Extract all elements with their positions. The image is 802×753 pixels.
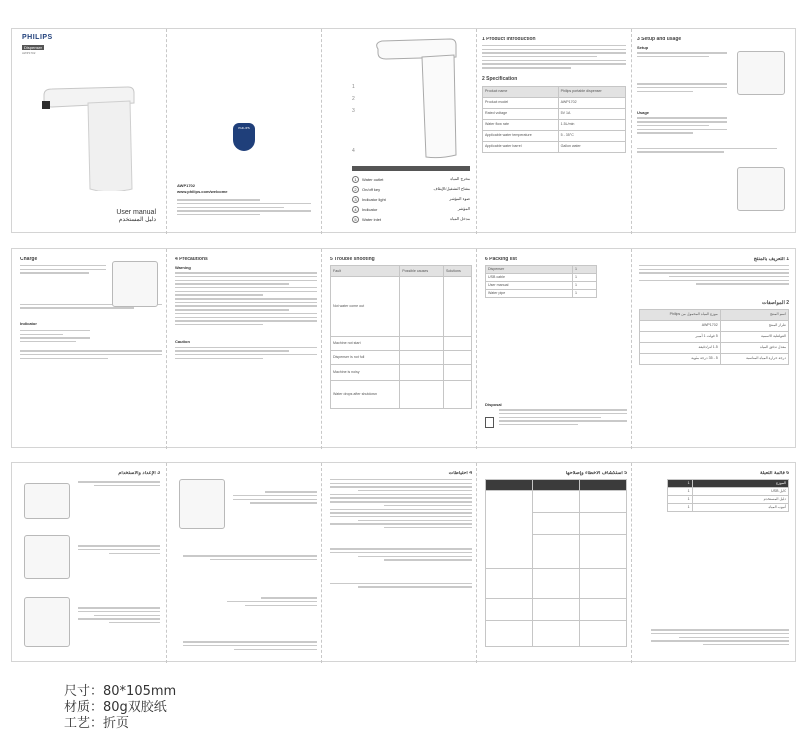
section-heading-ar: 1 التعريف بالمنتج [753, 257, 789, 262]
charge-illustration [112, 261, 158, 307]
packing-item: USB cable [486, 274, 573, 282]
packing-table [485, 265, 597, 298]
spec-cell: AWP1702 [558, 97, 625, 108]
product-line: Dispenser [24, 45, 43, 50]
spec-cell-ar: AWP1702 [640, 320, 721, 331]
manual-sheet-middle [11, 248, 796, 448]
cover-panel [12, 29, 166, 234]
legend-label: Water outlet [362, 177, 384, 182]
back-cover-model: AWP1702 [177, 183, 196, 188]
packing-qty-ar: 1 [668, 504, 693, 512]
spec-cell: 5V 1A [558, 108, 625, 119]
legend-label: Indicator light [362, 197, 386, 202]
ar-precautions-panel [330, 471, 472, 659]
spec-cell: Rated voltage [483, 108, 559, 119]
setup-panel [637, 37, 793, 232]
packing-qty: 1 [573, 282, 597, 290]
legend-label-ar: ضوء المؤشر [449, 196, 470, 201]
packing-item-ar: الموزع [692, 480, 788, 488]
legend-label-ar: مخرج المياه [450, 176, 470, 181]
back-cover-url[interactable]: www.philips.com/welcome [177, 189, 228, 194]
packing-qty-ar: 1 [668, 480, 693, 488]
ts-fault: Machine is noisy [331, 365, 400, 381]
spec-cell-ar: 1.5 لتر/دقيقة [640, 342, 721, 353]
section-heading-ar: 2 المواصفات [762, 299, 789, 306]
wheelie-bin-icon [485, 417, 494, 428]
ar-charge-panel [175, 471, 317, 659]
spec-cell: 1.5L/min [558, 119, 625, 130]
back-cover-panel [167, 29, 321, 234]
legend-label-ar: مدخل المياه [449, 216, 470, 221]
ar-setup-panel [20, 471, 160, 659]
callout-number: 1 [352, 84, 355, 90]
spec-cell: Applicable water temperature [483, 130, 559, 141]
ar-packing-panel [639, 471, 789, 659]
section-heading: 2 Specification [482, 75, 518, 82]
ar-setup-illustration [24, 483, 70, 519]
section-heading: 1 Product introduction [482, 37, 536, 42]
legend-label: Water inlet [362, 217, 381, 222]
shield-logo-text: PHILIPS [238, 126, 250, 130]
section-heading: 6 Packing list [485, 257, 517, 262]
print-material-spec: 材质：80g双胶纸 [64, 700, 167, 715]
caution-subheading: Caution [175, 339, 190, 345]
spec-cell: Product model [483, 97, 559, 108]
legend-label: On/off key [362, 187, 381, 192]
overview-legend: 1 Water outlet مخرج المياه 2 On/off key مفتاح التشغيل/الإيقاف 3 Indicator light ضوء المؤشر 4 Indicator المؤشر 5 Water inlet مدخل المياه [352, 176, 470, 226]
spec-cell: Water flow rate [483, 119, 559, 130]
charge-panel [20, 257, 162, 445]
legend-label: Indicator [362, 207, 378, 212]
troubleshooting-table-ar [485, 479, 627, 647]
packing-item: Water pipe [486, 290, 573, 298]
ar-charge-illustration [179, 479, 225, 529]
back-cover-legal-text [177, 197, 311, 218]
setup-illustration [737, 51, 785, 95]
spec-cell-ar: موزع المياه المحمول من Philips [640, 309, 721, 320]
packing-table-ar [667, 479, 789, 512]
section-heading-ar: 5 استكشاف الأخطاء وإصلاحها [565, 471, 627, 476]
ts-col-header: Possible causes [400, 266, 444, 277]
philips-logo: PHILIPS [22, 34, 53, 41]
section-heading: 4 Precautions [175, 257, 208, 262]
packing-qty-ar: 1 [668, 488, 693, 496]
overview-header-bar [352, 166, 470, 171]
troubleshooting-panel [330, 257, 472, 445]
packing-item: Dispenser [486, 266, 573, 274]
spec-table [482, 86, 626, 153]
ts-col-header: Solutions [444, 266, 472, 277]
print-process-spec: 工艺：折页 [64, 716, 130, 731]
legend-label-ar: المؤشر [457, 206, 470, 211]
spec-table-ar [639, 309, 789, 365]
spec-cell-ar: الفولطية الاسمية [720, 331, 788, 342]
disposal-heading: Disposal [485, 402, 502, 407]
spec-cell: Gallon water [558, 141, 625, 152]
spec-cell-ar: درجة حرارة المياه المناسبة [720, 353, 788, 364]
packing-qty: 1 [573, 274, 597, 282]
section-heading-ar: 6 قائمة التعبئة [760, 471, 789, 476]
packing-qty-ar: 1 [668, 496, 693, 504]
packing-item-ar: دليل المستخدم [692, 496, 788, 504]
dispenser-diagram [368, 35, 458, 163]
ts-fault: Not water come out [331, 277, 400, 337]
ar-intro-spec-panel [639, 257, 789, 445]
spec-cell: Philips portable dispenser [558, 86, 625, 97]
intro-spec-panel [482, 37, 626, 232]
manual-sheet-front [11, 28, 796, 233]
spec-cell-ar: 5 فولت 1 أمبير [640, 331, 721, 342]
spec-cell-ar: 5 - 35 درجة مئوية [640, 353, 721, 364]
dispenser-illustration [36, 81, 136, 191]
precautions-panel [175, 257, 317, 445]
section-heading-ar: 3 الإعداد والاستخدام [118, 471, 160, 476]
ts-fault: Machine not start [331, 337, 400, 351]
spec-cell: Applicable water barrel [483, 141, 559, 152]
print-size-spec: 尺寸：80*105mm [64, 684, 177, 699]
section-heading: Charge [20, 257, 38, 262]
ar-usage-illustration [24, 597, 70, 647]
ar-setup-illustration-2 [24, 535, 70, 579]
section-heading: 5 Trouble shooting [330, 257, 375, 262]
packing-item-ar: أنبوب المياه [692, 504, 788, 512]
indicator-subheading: Indicator [20, 320, 37, 326]
packing-panel [485, 257, 627, 445]
packing-item: User manual [486, 282, 573, 290]
cover-title-en: User manual [116, 209, 156, 216]
manual-sheet-back [11, 462, 796, 662]
callout-number: 2 [352, 96, 355, 102]
intro-text [482, 45, 626, 69]
packing-qty: 1 [573, 290, 597, 298]
spec-cell-ar: طراز المنتج [720, 320, 788, 331]
spec-cell-ar: اسم المنتج [720, 309, 788, 320]
overview-panel [322, 29, 476, 234]
ts-col-header: Fault [331, 266, 400, 277]
callout-number: 4 [352, 148, 355, 154]
section-heading-ar: 4 احتياطات [448, 471, 472, 476]
spec-cell-ar: معدل تدفق المياه [720, 342, 788, 353]
spec-cell: 5 - 35°C [558, 130, 625, 141]
usage-illustration [737, 167, 785, 211]
packing-qty: 1 [573, 266, 597, 274]
warning-subheading: Warning [175, 265, 191, 270]
callout-number: 3 [352, 108, 355, 114]
ts-fault: Dispenser is not full [331, 351, 400, 365]
spec-cell: Product name [483, 86, 559, 97]
setup-subheading: Setup [637, 45, 649, 50]
section-heading: 3 Setup and usage [637, 37, 682, 42]
usage-subheading: Usage [637, 110, 650, 116]
packing-item-ar: كابل USB [692, 488, 788, 496]
cover-title-ar: دليل المستخدم [118, 217, 156, 223]
ts-fault: Water drops after shutdown [331, 381, 400, 409]
cover-model: AWP1702 [22, 51, 36, 55]
legend-label-ar: مفتاح التشغيل/الإيقاف [433, 186, 470, 191]
troubleshooting-table [330, 265, 472, 409]
ar-troubleshooting-panel [485, 471, 627, 659]
